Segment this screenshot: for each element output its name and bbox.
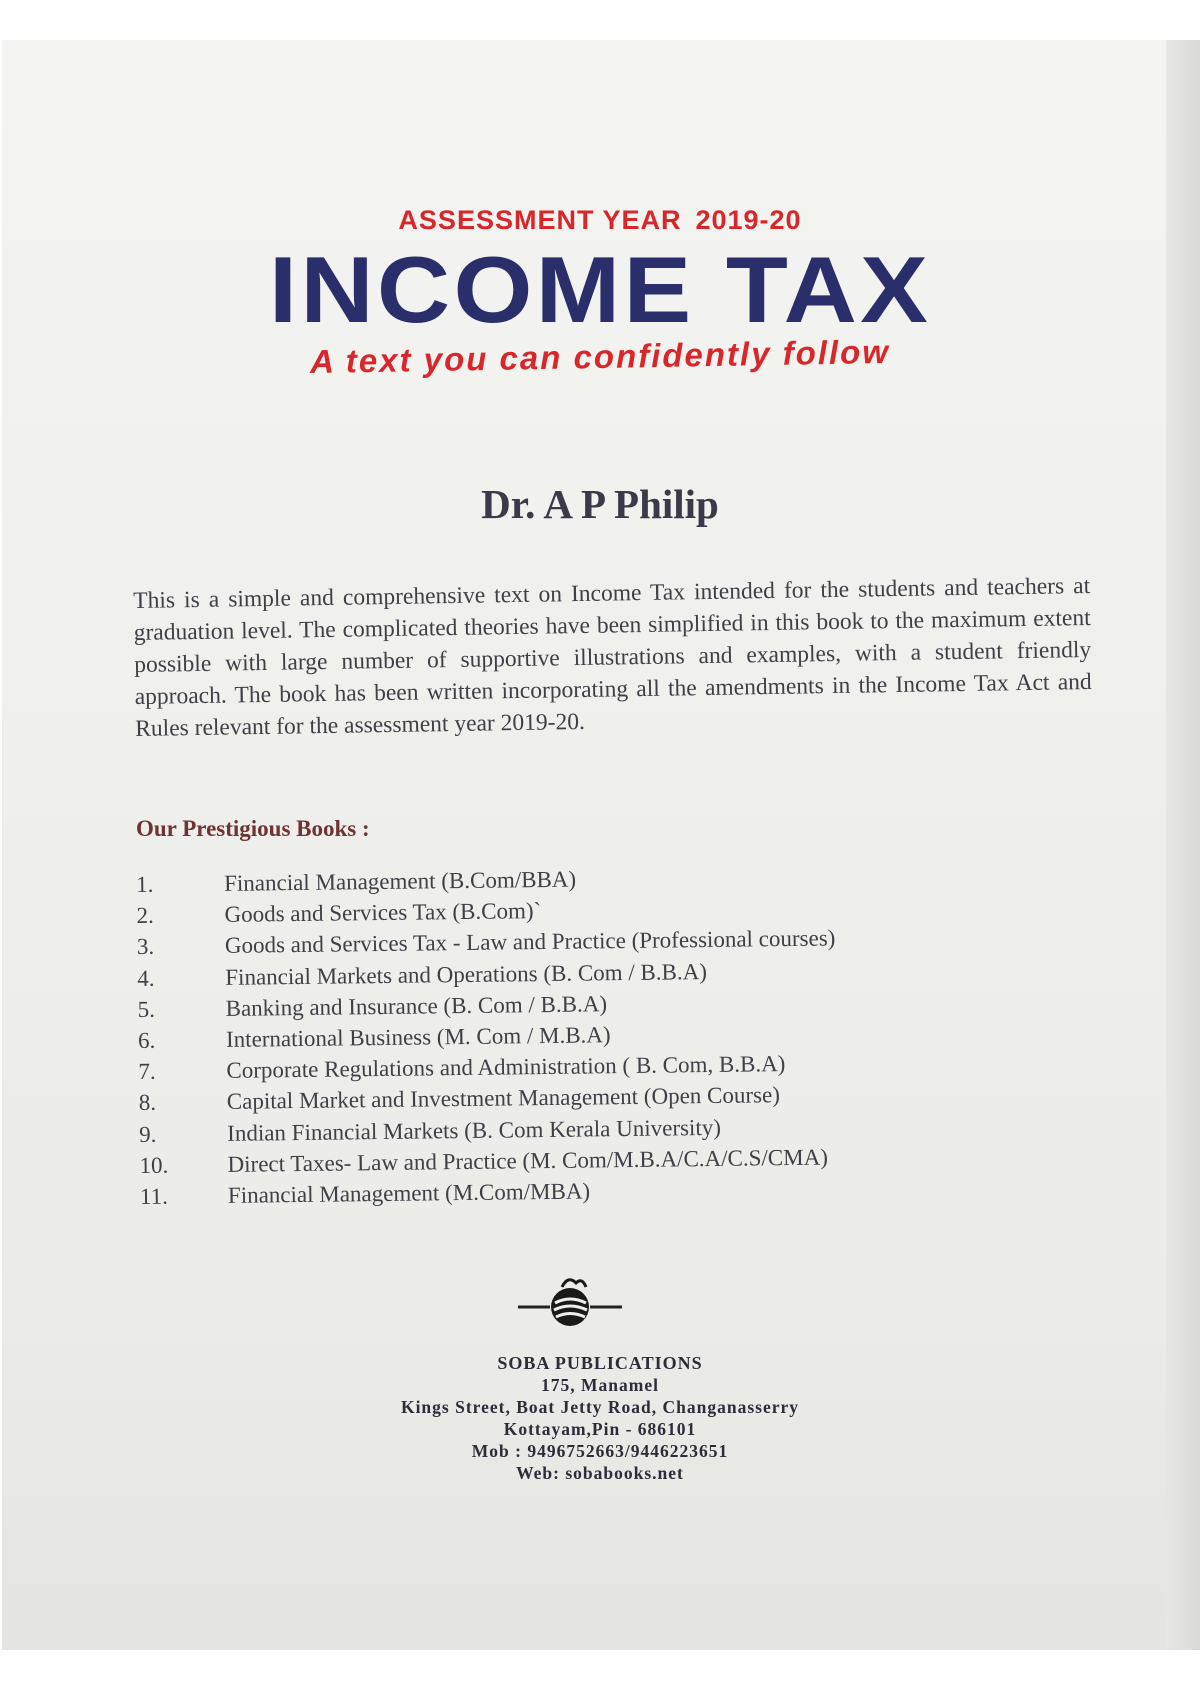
book-number: 6. <box>137 1027 156 1053</box>
book-title-item: International Business (M. Com / M.B.A) <box>225 1022 611 1052</box>
book-number: 3. <box>136 934 155 960</box>
book-number: 8. <box>138 1090 157 1116</box>
book-title-item: Financial Management (B.Com/BBA) <box>223 866 577 896</box>
book-title-item: Goods and Services Tax (B.Com)` <box>224 898 542 928</box>
book-number: 4. <box>137 965 155 991</box>
book-number: 2. <box>136 902 154 929</box>
publisher-address-line3: Kottayam,Pin - 686101 <box>503 1419 697 1439</box>
book-description: This is a simple and comprehensive text on Income Tax intended for the students and teachers at graduation level. The complicated theories have been simplified in this book to the maximum extent possible with large number of supportive illustrations and examples, with a student friendly approach. The book has been written incorporating all the amendments in the Income Tax Act and Rules relevant for the assessment year 2019-20. <box>133 572 1092 742</box>
books-heading: Our Prestigious Books : <box>136 816 370 841</box>
book-number: 10. <box>139 1152 169 1178</box>
soba-logo-icon <box>510 1265 630 1335</box>
book-number: 7. <box>138 1058 156 1085</box>
book-title-item: Capital Market and Investment Management (Open Course) <box>226 1082 781 1115</box>
book-title-item: Indian Financial Markets (B. Com Kerala University) <box>227 1114 722 1146</box>
publisher-address-line1: 175, Manamel <box>541 1375 659 1395</box>
book-number: 11. <box>139 1183 169 1209</box>
book-number: 5. <box>137 996 156 1022</box>
book-title-item: Corporate Regulations and Administration ( B. Com, B.B.A) <box>226 1051 786 1084</box>
book-number: 9. <box>139 1121 157 1147</box>
book-title-item: Direct Taxes- Law and Practice (M. Com/M.B.A/C.A/C.S/CMA) <box>227 1144 829 1177</box>
assessment-label: ASSESSMENT YEAR <box>398 205 682 235</box>
author-name: Dr. A P Philip <box>481 481 719 527</box>
book-title-item: Financial Management (M.Com/MBA) <box>227 1178 591 1208</box>
publisher-web: Web: sobabooks.net <box>516 1463 684 1483</box>
publisher-block <box>0 1352 1200 1484</box>
book-title-item: Financial Markets and Operations (B. Com / B.B.A) <box>225 958 708 990</box>
publisher-address-line2: Kings Street, Boat Jetty Road, Changanasserry <box>400 1397 800 1417</box>
book-tagline: A text you can confidently follow <box>309 332 891 381</box>
publisher-name: SOBA PUBLICATIONS <box>497 1353 703 1373</box>
book-title-item: Banking and Insurance (B. Com / B.B.A) <box>225 991 608 1021</box>
assessment-year: 2019-20 <box>695 205 802 235</box>
book-title: INCOME TAX <box>268 237 932 342</box>
publisher-mobile: Mob : 9496752663/9446223651 <box>471 1441 729 1461</box>
assessment-year-line <box>0 205 1200 236</box>
books-list <box>136 861 1020 1215</box>
book-title-item: Goods and Services Tax - Law and Practice (Professional courses) <box>224 925 836 959</box>
book-number: 1. <box>136 871 154 897</box>
